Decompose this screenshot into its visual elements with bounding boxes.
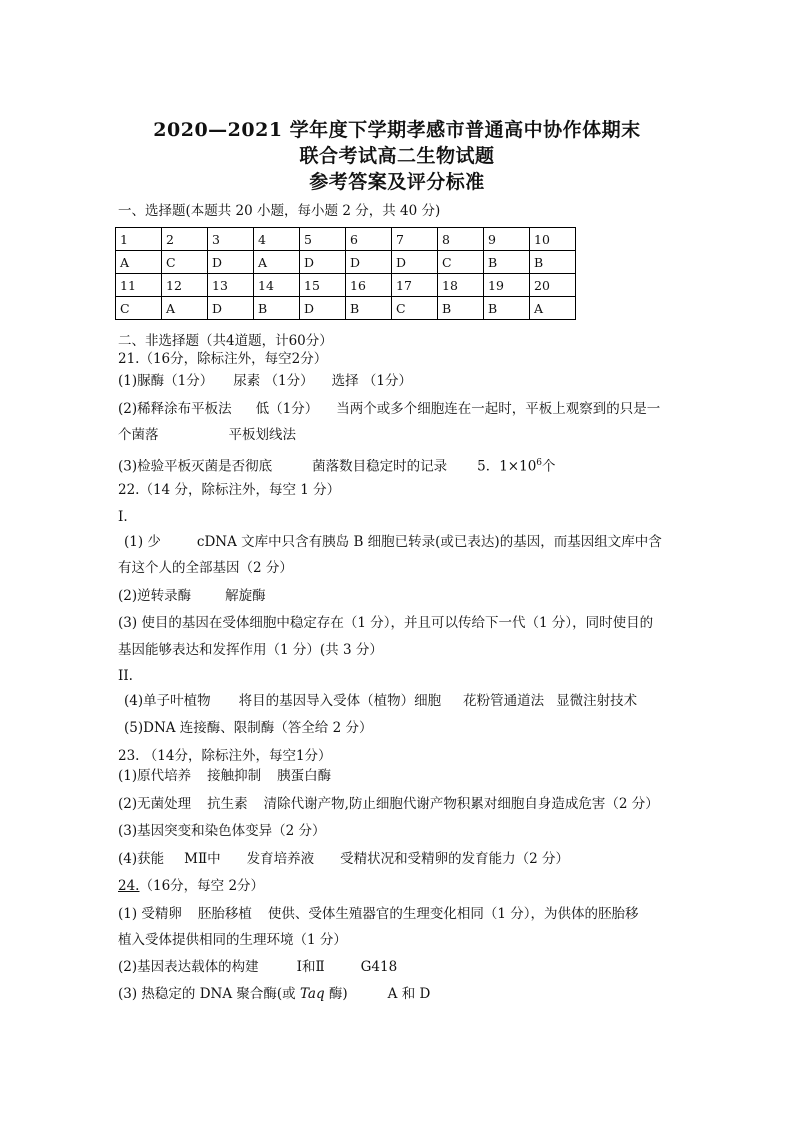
question-number-cell: 15 — [300, 274, 346, 297]
q22-line-6 — [124, 692, 637, 710]
q21-line-2 — [118, 400, 660, 418]
q21-answer: 当两个或多个细胞连在一起时，平板上观察到的只是一 — [336, 401, 661, 417]
q23-line-1 — [118, 767, 331, 785]
taq-term: Taq — [299, 986, 325, 1002]
answer-cell: B — [254, 297, 300, 320]
q21-line-1 — [118, 372, 412, 390]
title-line-3: 参考答案及评分标准 — [309, 171, 485, 193]
question-number-cell: 10 — [530, 228, 576, 251]
question-number-cell: 9 — [484, 228, 530, 251]
question-number-cell: 20 — [530, 274, 576, 297]
q24-line-1 — [118, 905, 639, 923]
q24-answer: A 和 D — [387, 986, 431, 1002]
q22-line-4: (3) 使目的基因在受体细胞中稳定存在（1 分），并且可以传给下一代（1 分），同时使目的 — [118, 615, 654, 631]
q24-answer: G418 — [360, 959, 398, 975]
answer-cell: D — [392, 251, 438, 274]
answer-cell: A — [162, 297, 208, 320]
q24-number: 24. — [118, 878, 140, 894]
answer-cell: D — [208, 251, 254, 274]
q24-line-4 — [118, 985, 430, 1003]
answer-cell: C — [162, 251, 208, 274]
question-number-cell: 13 — [208, 274, 254, 297]
q21-heading: 21.（16分，除标注外，每空2分） — [118, 351, 328, 367]
answer-cell: A — [116, 251, 162, 274]
answer-cell: C — [116, 297, 162, 320]
question-number-cell: 4 — [254, 228, 300, 251]
q24-answer: (2)基因表达载体的构建 — [118, 959, 259, 975]
q22-part-2: II. — [118, 668, 133, 684]
answer-cell: B — [484, 251, 530, 274]
answer-table-row — [116, 251, 576, 274]
q22-line-3 — [118, 587, 266, 605]
answer-cell: A — [530, 297, 576, 320]
q23-answer: (4)获能 — [118, 851, 165, 867]
q24-answer: (1) 受精卵 — [118, 906, 182, 922]
q23-heading: 23. （14分，除标注外，每空1分） — [118, 748, 332, 764]
q22-answer: (2)逆转录酶 — [118, 588, 192, 604]
q24-heading — [118, 877, 264, 895]
question-number-cell: 5 — [300, 228, 346, 251]
answer-cell: C — [392, 297, 438, 320]
q24-line-2: 植入受体提供相同的生理环境（1 分） — [118, 932, 347, 948]
q22-line-5: 基因能够表达和发挥作用（1 分）(共 3 分） — [118, 642, 383, 658]
q24-answer: 使供、受体生殖器官的生理变化相同（1 分），为供体的胚胎移 — [267, 906, 639, 922]
q22-answer: 花粉管通道法 — [463, 693, 545, 709]
section2-heading: 二、非选择题（共4道题，计60分） — [118, 333, 333, 349]
q21-answer: 尿素 （1分） — [233, 373, 314, 389]
q23-line-4 — [118, 850, 569, 868]
q21-answer: (3)检验平板灭菌是否彻底 — [118, 458, 273, 475]
q21-answer: 个 — [542, 458, 556, 475]
answer-table-row — [116, 274, 576, 297]
section1-heading: 一、选择题(本题共 20 小题，每小题 2 分，共 40 分) — [118, 203, 441, 219]
title-line-2: 联合考试高二生物试题 — [299, 145, 495, 167]
q24-heading-text: （16分，每空 2分） — [139, 878, 265, 894]
q21-line-4 — [118, 454, 556, 476]
q21-answer: 选择 （1分） — [331, 373, 412, 389]
q21-answer: 平板划线法 — [228, 427, 296, 443]
answer-table-row — [116, 228, 576, 251]
q22-part-1: I. — [118, 509, 128, 525]
q21-answer: 个菌落 — [118, 427, 159, 443]
q23-answer: MⅡ中 — [184, 851, 221, 867]
q23-answer: 发育培养液 — [246, 851, 315, 867]
answer-table — [115, 227, 576, 320]
q22-line-1 — [124, 533, 662, 551]
q22-answer: 将目的基因导入受体（植物）细胞 — [238, 693, 442, 709]
q23-answer: 清除代谢产物,防止细胞代谢产物积累对细胞自身造成危害（2 分） — [263, 796, 659, 812]
q22-line-2: 有这个人的全部基因（2 分） — [118, 560, 293, 576]
q22-answer: 解旋酶 — [225, 588, 266, 604]
answer-cell: D — [300, 251, 346, 274]
q23-line-3: (3)基因突变和染色体变异（2 分） — [118, 823, 326, 839]
question-number-cell: 12 — [162, 274, 208, 297]
question-number-cell: 6 — [346, 228, 392, 251]
q22-answer: (4)单子叶植物 — [124, 693, 211, 709]
answer-cell: B — [438, 297, 484, 320]
q22-answer: 显微注射技术 — [556, 693, 638, 709]
title-line-1: 2020—2021 学年度下学期孝感市普通高中协作体期末 — [153, 119, 641, 141]
question-number-cell: 19 — [484, 274, 530, 297]
q21-answer: 5．1×10 — [477, 458, 537, 475]
q22-answer: (1) 少 — [124, 534, 161, 550]
exponent: 6 — [536, 458, 543, 468]
q24-answer: Ⅰ和Ⅱ — [296, 959, 325, 975]
q23-answer: (1)原代培养 — [118, 768, 192, 784]
q23-answer: 受精状况和受精卵的发育能力（2 分） — [340, 851, 570, 867]
q21-answer: 菌落数目稳定时的记录 — [312, 458, 448, 475]
q23-answer: 胰蛋白酶 — [277, 768, 332, 784]
question-number-cell: 3 — [208, 228, 254, 251]
question-number-cell: 8 — [438, 228, 484, 251]
question-number-cell: 16 — [346, 274, 392, 297]
answer-cell: B — [530, 251, 576, 274]
q23-line-2 — [118, 795, 659, 813]
q24-answer: 酶) — [324, 986, 348, 1002]
question-number-cell: 17 — [392, 274, 438, 297]
answer-cell: D — [208, 297, 254, 320]
answer-cell: B — [346, 297, 392, 320]
q23-answer: 接触抑制 — [207, 768, 262, 784]
answer-cell: C — [438, 251, 484, 274]
answer-cell: D — [300, 297, 346, 320]
q21-line-3 — [118, 426, 296, 444]
answer-cell: B — [484, 297, 530, 320]
q22-heading: 22.（14 分，除标注外，每空 1 分） — [118, 482, 341, 498]
q21-answer: 低（1分） — [255, 401, 319, 417]
answer-table-row — [116, 297, 576, 320]
question-number-cell: 18 — [438, 274, 484, 297]
q22-line-7: (5)DNA 连接酶、限制酶（答全给 2 分） — [124, 720, 373, 736]
q24-answer: 胚胎移植 — [197, 906, 252, 922]
q24-answer: (3) 热稳定的 DNA 聚合酶(或 — [118, 986, 300, 1002]
q21-answer: (2)稀释涂布平板法 — [118, 401, 232, 417]
question-number-cell: 1 — [116, 228, 162, 251]
q23-answer: (2)无菌处理 — [118, 796, 192, 812]
q21-answer: (1)脲酶（1分） — [118, 373, 214, 389]
question-number-cell: 11 — [116, 274, 162, 297]
answer-cell: A — [254, 251, 300, 274]
q24-line-3 — [118, 958, 397, 976]
q22-answer: cDNA 文库中只含有胰岛 B 细胞已转录(或已表达)的基因，而基因组文库中含 — [196, 534, 662, 550]
answer-cell: D — [346, 251, 392, 274]
question-number-cell: 2 — [162, 228, 208, 251]
question-number-cell: 14 — [254, 274, 300, 297]
question-number-cell: 7 — [392, 228, 438, 251]
q23-answer: 抗生素 — [207, 796, 248, 812]
